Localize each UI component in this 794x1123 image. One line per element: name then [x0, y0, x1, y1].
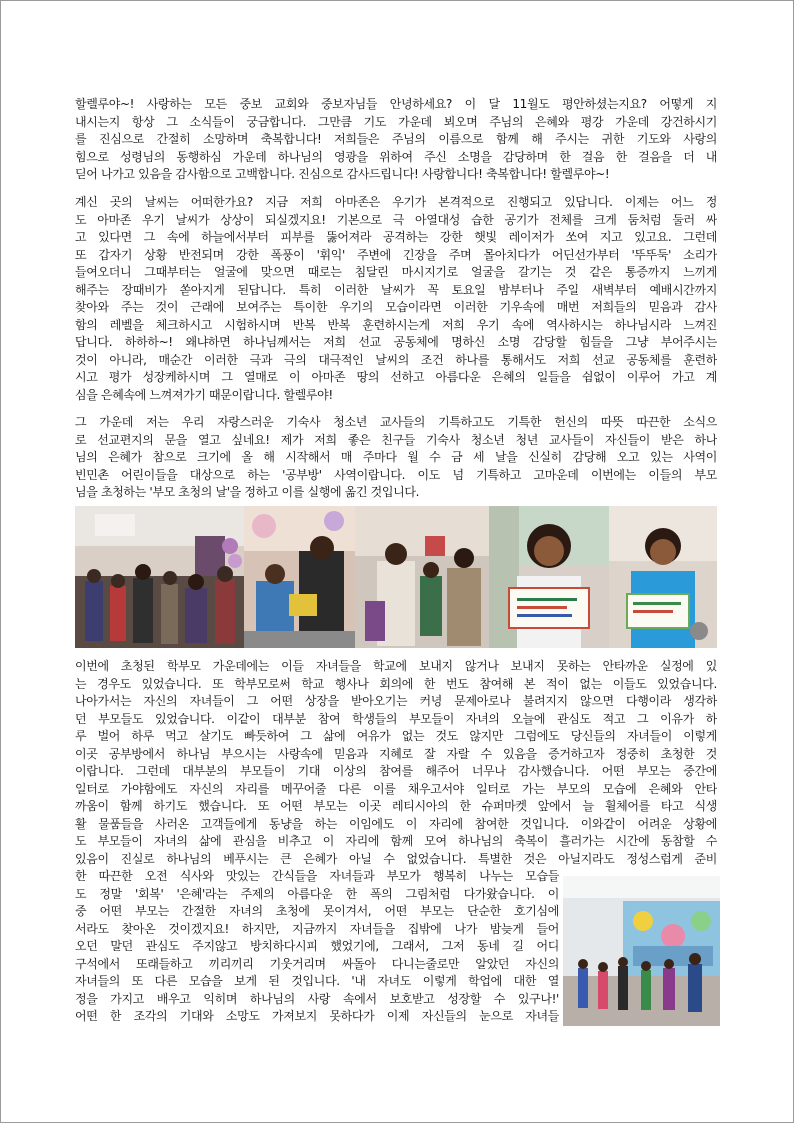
text-line: 들여오더니 그때부터는 얼굴에 맞으면 때로는 침달린 마시지기로 얼굴을 갈기는 것 같은 통증까지 느끼게 — [75, 265, 717, 279]
photo-mothers-children — [355, 506, 489, 648]
text-line: 정을 가지고 배우고 익히며 하나님의 사랑 속에서 보호받고 성장할 수 있구나!' — [75, 991, 559, 1006]
photo-boy-certificate — [609, 506, 717, 648]
text-line: 중 어떤 부모는 간절한 자녀의 초청에 못이겨서, 어떤 부모는 단순한 호기심에 — [75, 904, 559, 918]
photo-crowd-hall — [75, 506, 244, 648]
teachers-paragraph — [75, 414, 717, 502]
text-line: 일터로 가야함에도 자신의 자리를 메꾸어줄 다른 이를 채우고서야 일터로 가는 부모의 모습에 은혜와 안타 — [75, 781, 717, 796]
text-line: 루 벌어 하루 먹고 살기도 빠듯하여 그 삶에 여유가 없는 것도 않지만 그럼에도 당신들의 자녀들이 이렇게 — [75, 729, 717, 743]
text-line: 힘으로 성령님의 동행하심 가운데 하나님의 영광을 위하여 주신 소명을 감당하며 한 걸음 한 걸음을 더 내 — [75, 149, 717, 164]
text-line: 이곳 공부방에서 하나님 부으시는 사랑속에 믿음과 지혜로 잘 자랄 수 있음을 증거하고자 정중히 초청한 것 — [75, 746, 717, 761]
weather-paragraph — [75, 194, 717, 404]
photo-girl-certificate — [489, 506, 609, 648]
greeting-paragraph — [75, 96, 717, 184]
text-line: 고 있다면 그 속에 하늘에서부터 피부를 뚫어져라 공격하는 강한 햇빛 레이저가 쏘여 지고 있고요. 그런데 — [75, 230, 717, 244]
text-line: 빈민촌 어린이들을 대상으로 하는 '공부방' 사역이랍니다. 이도 넘 기특하고 고마운데 이번에는 이들의 부모 — [75, 467, 717, 482]
text-line: 내시는지 항상 그 소식들이 궁금합니다. 그만큼 기도 가운데 뵈오며 주님의 은혜와 평강 가운데 강건하시기 — [75, 114, 717, 129]
text-line: 서라도 찾아온 것이겠지요! 하지만, 지금까지 자녀들을 집밖에 나가 밤늦게 들어 — [75, 921, 559, 936]
text-line: 도 아마존 우기 날씨가 상상이 되실겠지요! 기본으로 극 아열대성 습한 공기가 전체를 크게 둠처럼 둘러 싸 — [75, 212, 717, 227]
text-line: 를 진심으로 간절히 소망하며 축복합니다! 저희들은 주님의 이름으로 함께 해 주시는 귀한 기도와 사랑의 — [75, 132, 717, 146]
text-line: 오던 말던 관심도 주지않고 방치하다시피 했었기에, 그래서, 그저 동네 길 어디 — [75, 939, 559, 953]
text-line: 구석에서 또래들하고 끼리끼리 기웃거리며 싸돌아 다니는줄로만 알았던 자신의 — [75, 956, 559, 971]
text-line: 있음이 진실로 하나님의 베푸시는 큰 은혜가 아닐 수 없었습니다. 특별한 것은 아닐지라도 정성스럽게 준비 — [75, 851, 717, 866]
text-line: 시고 평가 성장케하시며 그 열매로 이 아마존 땅의 선하고 아름다운 은혜의 일들을 쉼없이 이루어 가고 계 — [75, 370, 717, 384]
text-line: 도 정말 '회복' '은혜'라는 주제의 아름다운 한 폭의 그림처럼 다가왔습니다. 이 — [75, 886, 559, 901]
text-line: 것이 아니라, 매순간 이러한 극과 극의 대극적인 날씨의 조건 하나를 통해서도 저희 선교 공동체를 훈련하 — [75, 352, 717, 367]
photo-classroom-mural — [563, 876, 720, 1026]
text-line: 던 부모들도 있었습니다. 이같이 대부분 참여 학생들의 부모들이 자녀의 오늘에 관심도 적고 그 이유가 하 — [75, 711, 717, 726]
text-line: 답니다. 하하하~! 왜냐하면 하나님께서는 저희 선교 공동체에 명하신 소명 감당할 힘들을 그냥 부어주시는 — [75, 335, 717, 349]
text-line: 찾아와 주는 것이 근래에 보여주는 특이한 우기의 모습이라면 이러한 기우속에 매번 저희들의 믿음과 감사 — [75, 300, 717, 314]
text-line: 님의 은혜가 참으로 크기에 올 해 시작해서 매 주마다 월 수 금 세 날을 신실히 감당해 오고 있는 사역이 — [75, 450, 717, 464]
text-line: 는 경우도 있었습니다. 또 학부모로써 학교 행사나 회의에 한 번도 참여해 본 적이 없는 이들도 있었습니다. — [75, 676, 717, 691]
text-line: 계신 곳의 날씨는 어떠한가요? 지금 저희 아마존은 우기가 본격적으로 진행되고 있답니다. 이제는 어느 정 — [75, 195, 717, 209]
text-line: 심을 은혜속에 느껴져가기 때문이랍니다. 할렐루야! — [75, 387, 333, 402]
text-line: 그 가운데 저는 우리 자랑스러운 기숙사 청소년 교사들의 기특하고도 기특한 헌신의 따뜻 따끈한 소식으 — [75, 415, 717, 429]
text-line: 이랍니다. 그런데 대부분의 부모들이 기대 이상의 참여를 해주어 너무나 감사했습니다. 어떤 부모는 중간에 — [75, 764, 717, 778]
text-line: 이번에 초청된 학부모 가운데에는 이들 자녀들을 학교에 보내지 않거나 보내지 못하는 안타까운 실정에 있 — [75, 659, 717, 673]
text-line: 로 선교편지의 문을 열고 싶네요! 제가 저희 좋은 친구들 기숙사 청소년 청년 교사들이 자신들이 받은 하나 — [75, 432, 717, 447]
text-line: 할렐루야~! 사랑하는 모든 중보 교회와 중보자님들 안녕하세요? 이 달 11월도 평안하셨는지요? 어떻게 지 — [75, 97, 717, 111]
photo-girl-with-gift — [244, 506, 355, 648]
text-line: 함의 레벨을 체크하시고 시험하시며 반복 반복 훈련하시는게 저희 우기 속에 역사하시는 하나님시라 느껴진 — [75, 317, 717, 332]
text-line: 자녀들의 또 다른 모습을 보게 된 것입니다. '내 자녀도 이렇게 학업에 대한 열 — [75, 974, 559, 988]
text-line: 님을 초청하는 '부모 초청의 날'을 정하고 이를 실행에 옮긴 것입니다. — [75, 485, 420, 499]
parents-paragraph — [75, 658, 717, 868]
text-line: 딛어 나가고 있음을 감사함으로 고백합니다. 진심으로 감사드립니다! 사랑합니다! 축복합니다! 할렐루야~! — [75, 167, 610, 181]
text-line: 어떤 한 조각의 기대와 소망도 가져보지 못하다가 이제 자신들의 눈으로 자녀들 — [75, 1009, 559, 1023]
text-line: 나아가서는 자신의 자녀들이 그 어떤 상장을 받아오기는 커녕 문제아로나 불려지지 않으면 다행이라 생각하 — [75, 694, 717, 708]
text-line: 까움이 함께 하기도 했습니다. 또 어떤 부모는 이곳 레티시아의 한 슈퍼마켓 앞에서 늘 휠체어를 타고 식생 — [75, 799, 717, 813]
text-line: 해주는 장때비가 쏟아지게 된답니다. 특히 이러한 날씨가 꼭 토요일 밤부터나 주일 새벽부터 예배시간까지 — [75, 282, 717, 297]
text-line: 또 갑자기 상황 반전되며 강한 폭풍이 '휘익' 주변에 긴장을 주며 몰아치다가 어딘선가부터 '뚜뚜둑' 소리가 — [75, 247, 717, 262]
text-line: 한 따끈한 오전 식사와 맛있는 간식들을 자녀들과 부모가 행복히 나누는 모습들 — [75, 869, 559, 883]
text-line: 도 부모들이 자녀의 삶에 관심을 비추고 이 자리에 함께 모여 하나님의 축복이 흘러가는 시간에 동참할 수 — [75, 834, 717, 848]
text-line: 활 물품들을 사러온 고객들에게 동냥을 하는 이임에도 이 자리에 참여한 것입니다. 이와같이 어려운 상황에 — [75, 816, 717, 831]
